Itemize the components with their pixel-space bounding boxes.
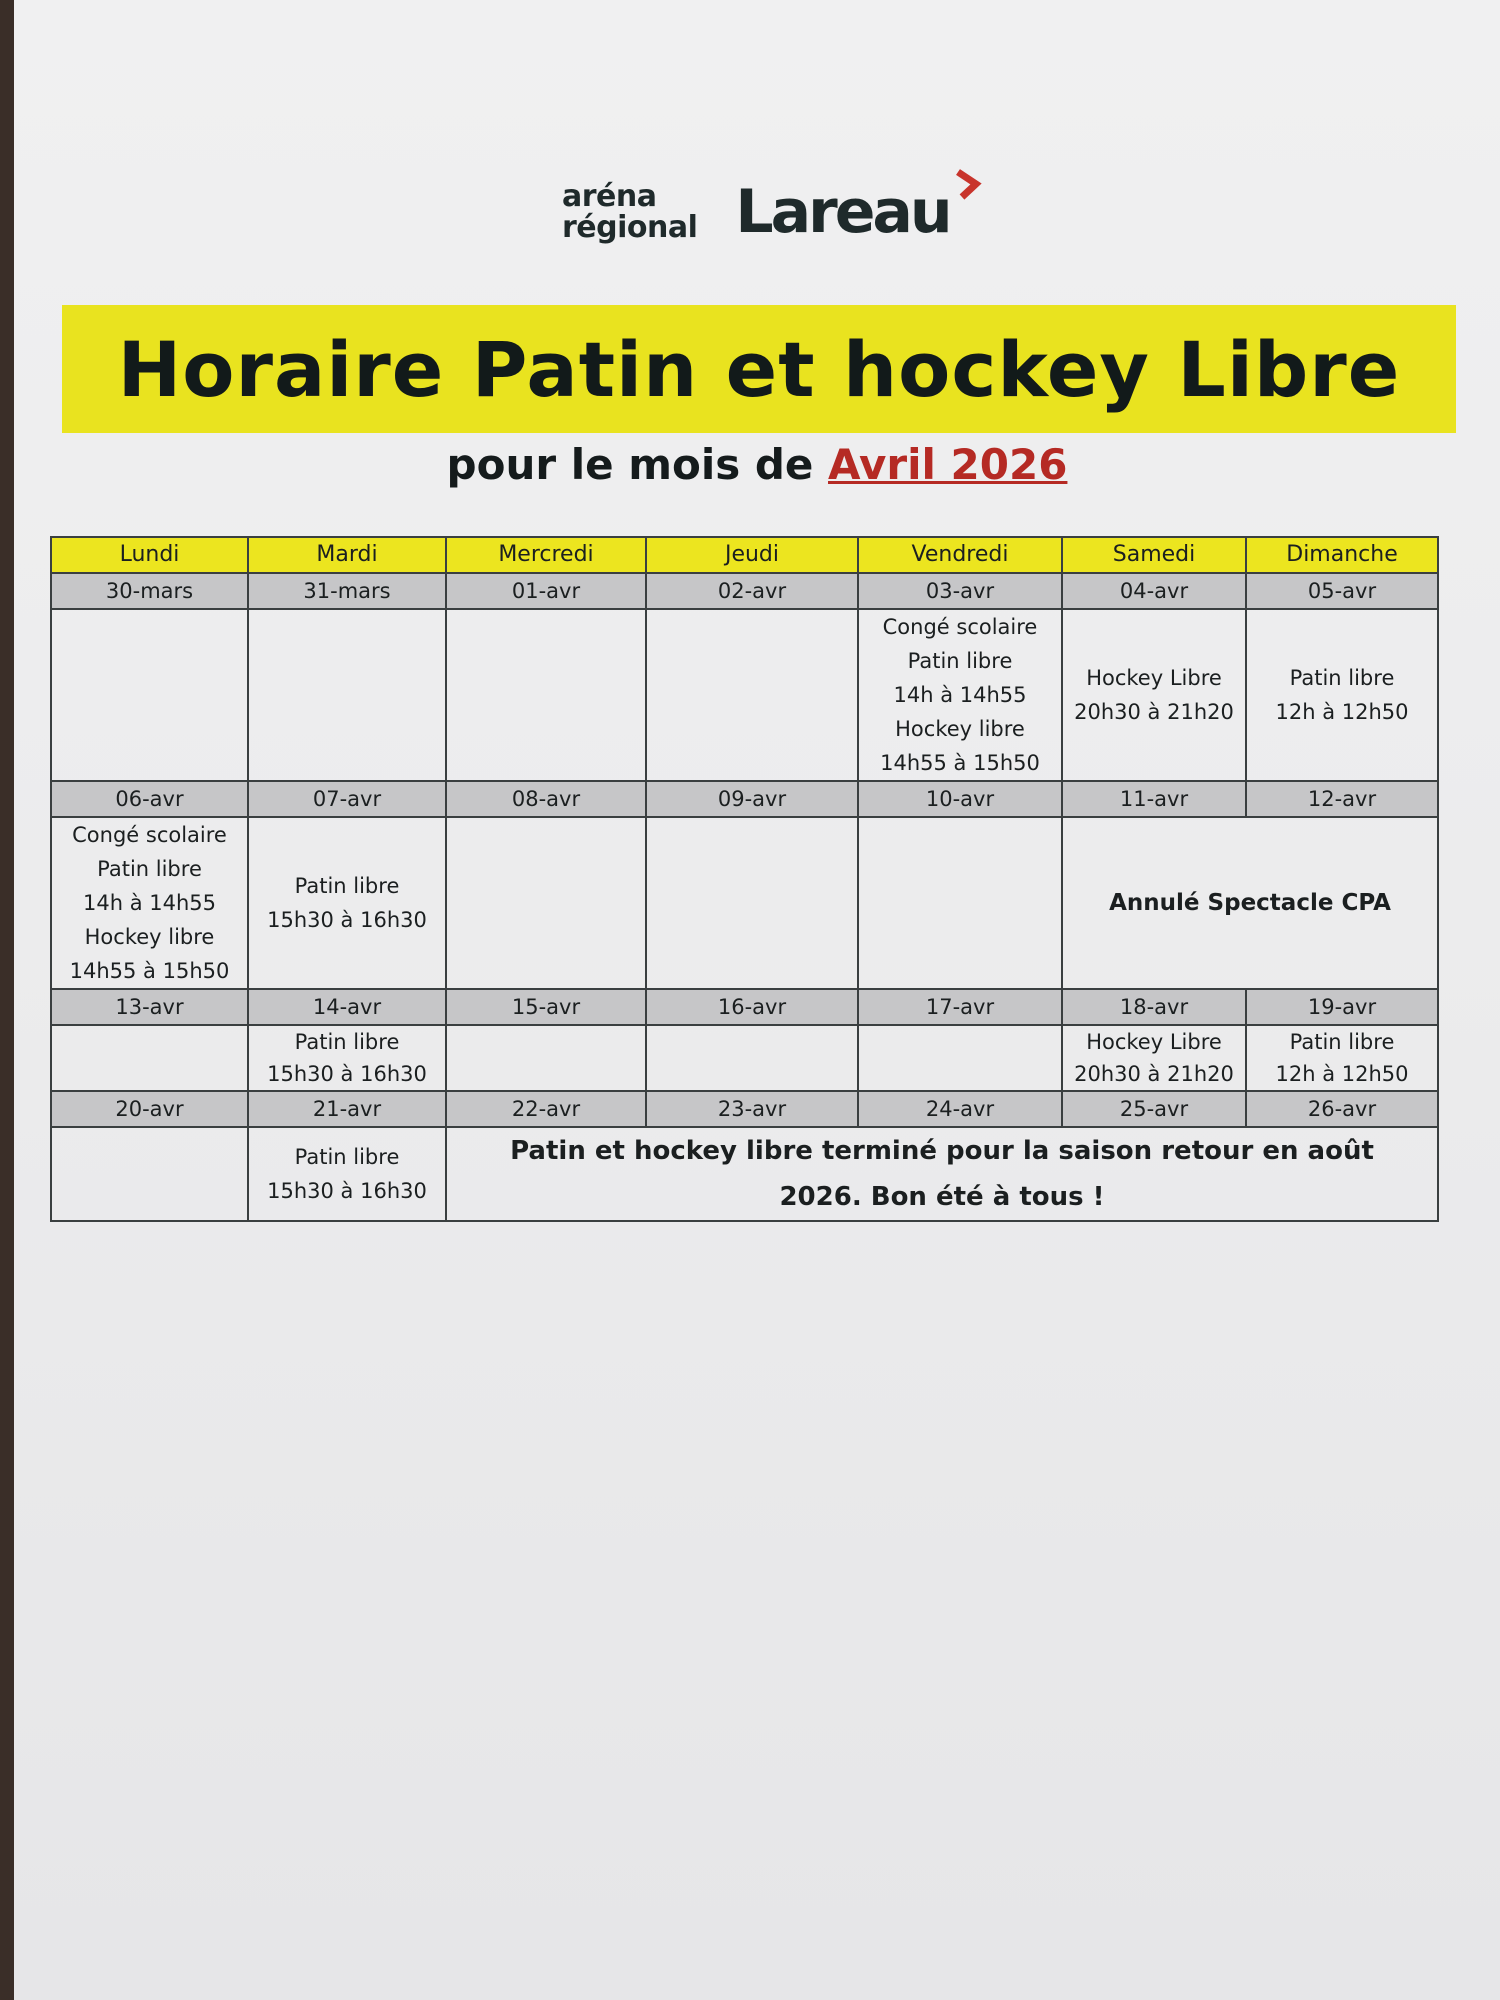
event-line: 15h30 à 16h30 — [267, 1179, 427, 1203]
event-line: 14h55 à 15h50 — [880, 751, 1040, 775]
logo-line-regional: régional — [562, 210, 698, 245]
date-cell: 12-avr — [1246, 781, 1438, 817]
event-cell — [1062, 1025, 1246, 1091]
event-line: Patin libre — [294, 1145, 400, 1169]
logo-line-arena: aréna — [562, 179, 657, 214]
arena-logo — [562, 172, 950, 252]
event-line: Hockey Libre — [1086, 1030, 1222, 1054]
event-line: Congé scolaire — [882, 615, 1038, 639]
event-line: Hockey libre — [895, 717, 1025, 741]
date-cell: 14-avr — [248, 989, 446, 1025]
page-subtitle — [14, 440, 1500, 489]
event-line: Hockey libre — [84, 925, 215, 949]
event-row — [51, 1127, 1438, 1221]
event-cell — [248, 1025, 446, 1091]
event-cell — [248, 817, 446, 989]
date-cell: 08-avr — [446, 781, 646, 817]
season-end-note: Patin et hockey libre terminé pour la saison retour en août 2026. Bon été à tous ! — [446, 1127, 1438, 1221]
weekday-header-row — [51, 537, 1438, 573]
date-cell: 05-avr — [1246, 573, 1438, 609]
event-line: 20h30 à 21h20 — [1074, 1062, 1234, 1086]
date-cell: 10-avr — [858, 781, 1062, 817]
weekday-header: Samedi — [1062, 537, 1246, 573]
date-cell: 30-mars — [51, 573, 248, 609]
event-cell — [248, 609, 446, 781]
event-line: Patin libre — [1289, 666, 1395, 690]
event-cell — [51, 817, 248, 989]
event-cell — [646, 1025, 858, 1091]
event-line: Patin libre — [907, 649, 1013, 673]
weekday-header: Vendredi — [858, 537, 1062, 573]
event-cell — [51, 1025, 248, 1091]
date-cell: 04-avr — [1062, 573, 1246, 609]
event-cell — [51, 1127, 248, 1221]
subtitle-month: Avril 2026 — [828, 440, 1068, 489]
date-cell: 23-avr — [646, 1091, 858, 1127]
date-cell: 31-mars — [248, 573, 446, 609]
event-cell — [858, 1025, 1062, 1091]
date-row — [51, 573, 1438, 609]
event-line: 14h55 à 15h50 — [69, 959, 230, 983]
event-line: 14h à 14h55 — [82, 891, 216, 915]
date-row — [51, 781, 1438, 817]
date-cell: 24-avr — [858, 1091, 1062, 1127]
weekend-cancel-note: Annulé Spectacle CPA — [1062, 817, 1438, 989]
date-cell: 25-avr — [1062, 1091, 1246, 1127]
date-cell: 16-avr — [646, 989, 858, 1025]
event-cell — [446, 609, 646, 781]
event-cell — [446, 1025, 646, 1091]
chevron-right-icon — [952, 169, 984, 203]
date-cell: 21-avr — [248, 1091, 446, 1127]
event-cell — [51, 609, 248, 781]
date-cell: 13-avr — [51, 989, 248, 1025]
page-title: Horaire Patin et hockey Libre — [117, 324, 1401, 414]
date-cell: 07-avr — [248, 781, 446, 817]
paper-sheet — [14, 0, 1500, 2000]
date-cell: 18-avr — [1062, 989, 1246, 1025]
event-line: 12h à 12h50 — [1275, 700, 1409, 724]
event-line: 15h30 à 16h30 — [267, 908, 427, 932]
date-cell: 02-avr — [646, 573, 858, 609]
date-cell: 17-avr — [858, 989, 1062, 1025]
logo-subtitle — [562, 181, 697, 243]
event-line: Patin libre — [1289, 1030, 1395, 1054]
date-cell: 11-avr — [1062, 781, 1246, 817]
event-cell — [1246, 1025, 1438, 1091]
event-row — [51, 817, 1438, 989]
event-cell — [646, 817, 858, 989]
date-cell: 03-avr — [858, 573, 1062, 609]
event-line: Congé scolaire — [72, 823, 227, 847]
subtitle-prefix: pour le mois de — [446, 440, 814, 489]
weekday-header: Mardi — [248, 537, 446, 573]
event-line: Hockey Libre — [1086, 666, 1222, 690]
date-cell: 01-avr — [446, 573, 646, 609]
schedule-table — [50, 536, 1439, 1222]
weekday-header: Mercredi — [446, 537, 646, 573]
event-cell — [858, 609, 1062, 781]
weekday-header: Dimanche — [1246, 537, 1438, 573]
event-row — [51, 1025, 1438, 1091]
logo-brand — [735, 177, 949, 247]
date-cell: 15-avr — [446, 989, 646, 1025]
date-cell: 06-avr — [51, 781, 248, 817]
event-cell — [858, 817, 1062, 989]
event-line: 12h à 12h50 — [1275, 1062, 1409, 1086]
date-cell: 19-avr — [1246, 989, 1438, 1025]
event-cell — [1246, 609, 1438, 781]
logo-brand-text: Lareau — [735, 177, 950, 247]
event-line: Patin libre — [97, 857, 202, 881]
event-cell — [646, 609, 858, 781]
event-line: 15h30 à 16h30 — [267, 1062, 427, 1086]
date-cell: 22-avr — [446, 1091, 646, 1127]
title-band — [62, 305, 1456, 433]
date-cell: 20-avr — [51, 1091, 248, 1127]
event-line: Patin libre — [294, 874, 400, 898]
event-line: 20h30 à 21h20 — [1074, 700, 1234, 724]
weekday-header: Lundi — [51, 537, 248, 573]
weekday-header: Jeudi — [646, 537, 858, 573]
date-row — [51, 1091, 1438, 1127]
date-cell: 26-avr — [1246, 1091, 1438, 1127]
event-cell — [1062, 609, 1246, 781]
event-cell — [446, 817, 646, 989]
event-row — [51, 609, 1438, 781]
event-line: 14h à 14h55 — [893, 683, 1027, 707]
date-cell: 09-avr — [646, 781, 858, 817]
date-row — [51, 989, 1438, 1025]
event-line: Patin libre — [294, 1030, 400, 1054]
event-cell — [248, 1127, 446, 1221]
